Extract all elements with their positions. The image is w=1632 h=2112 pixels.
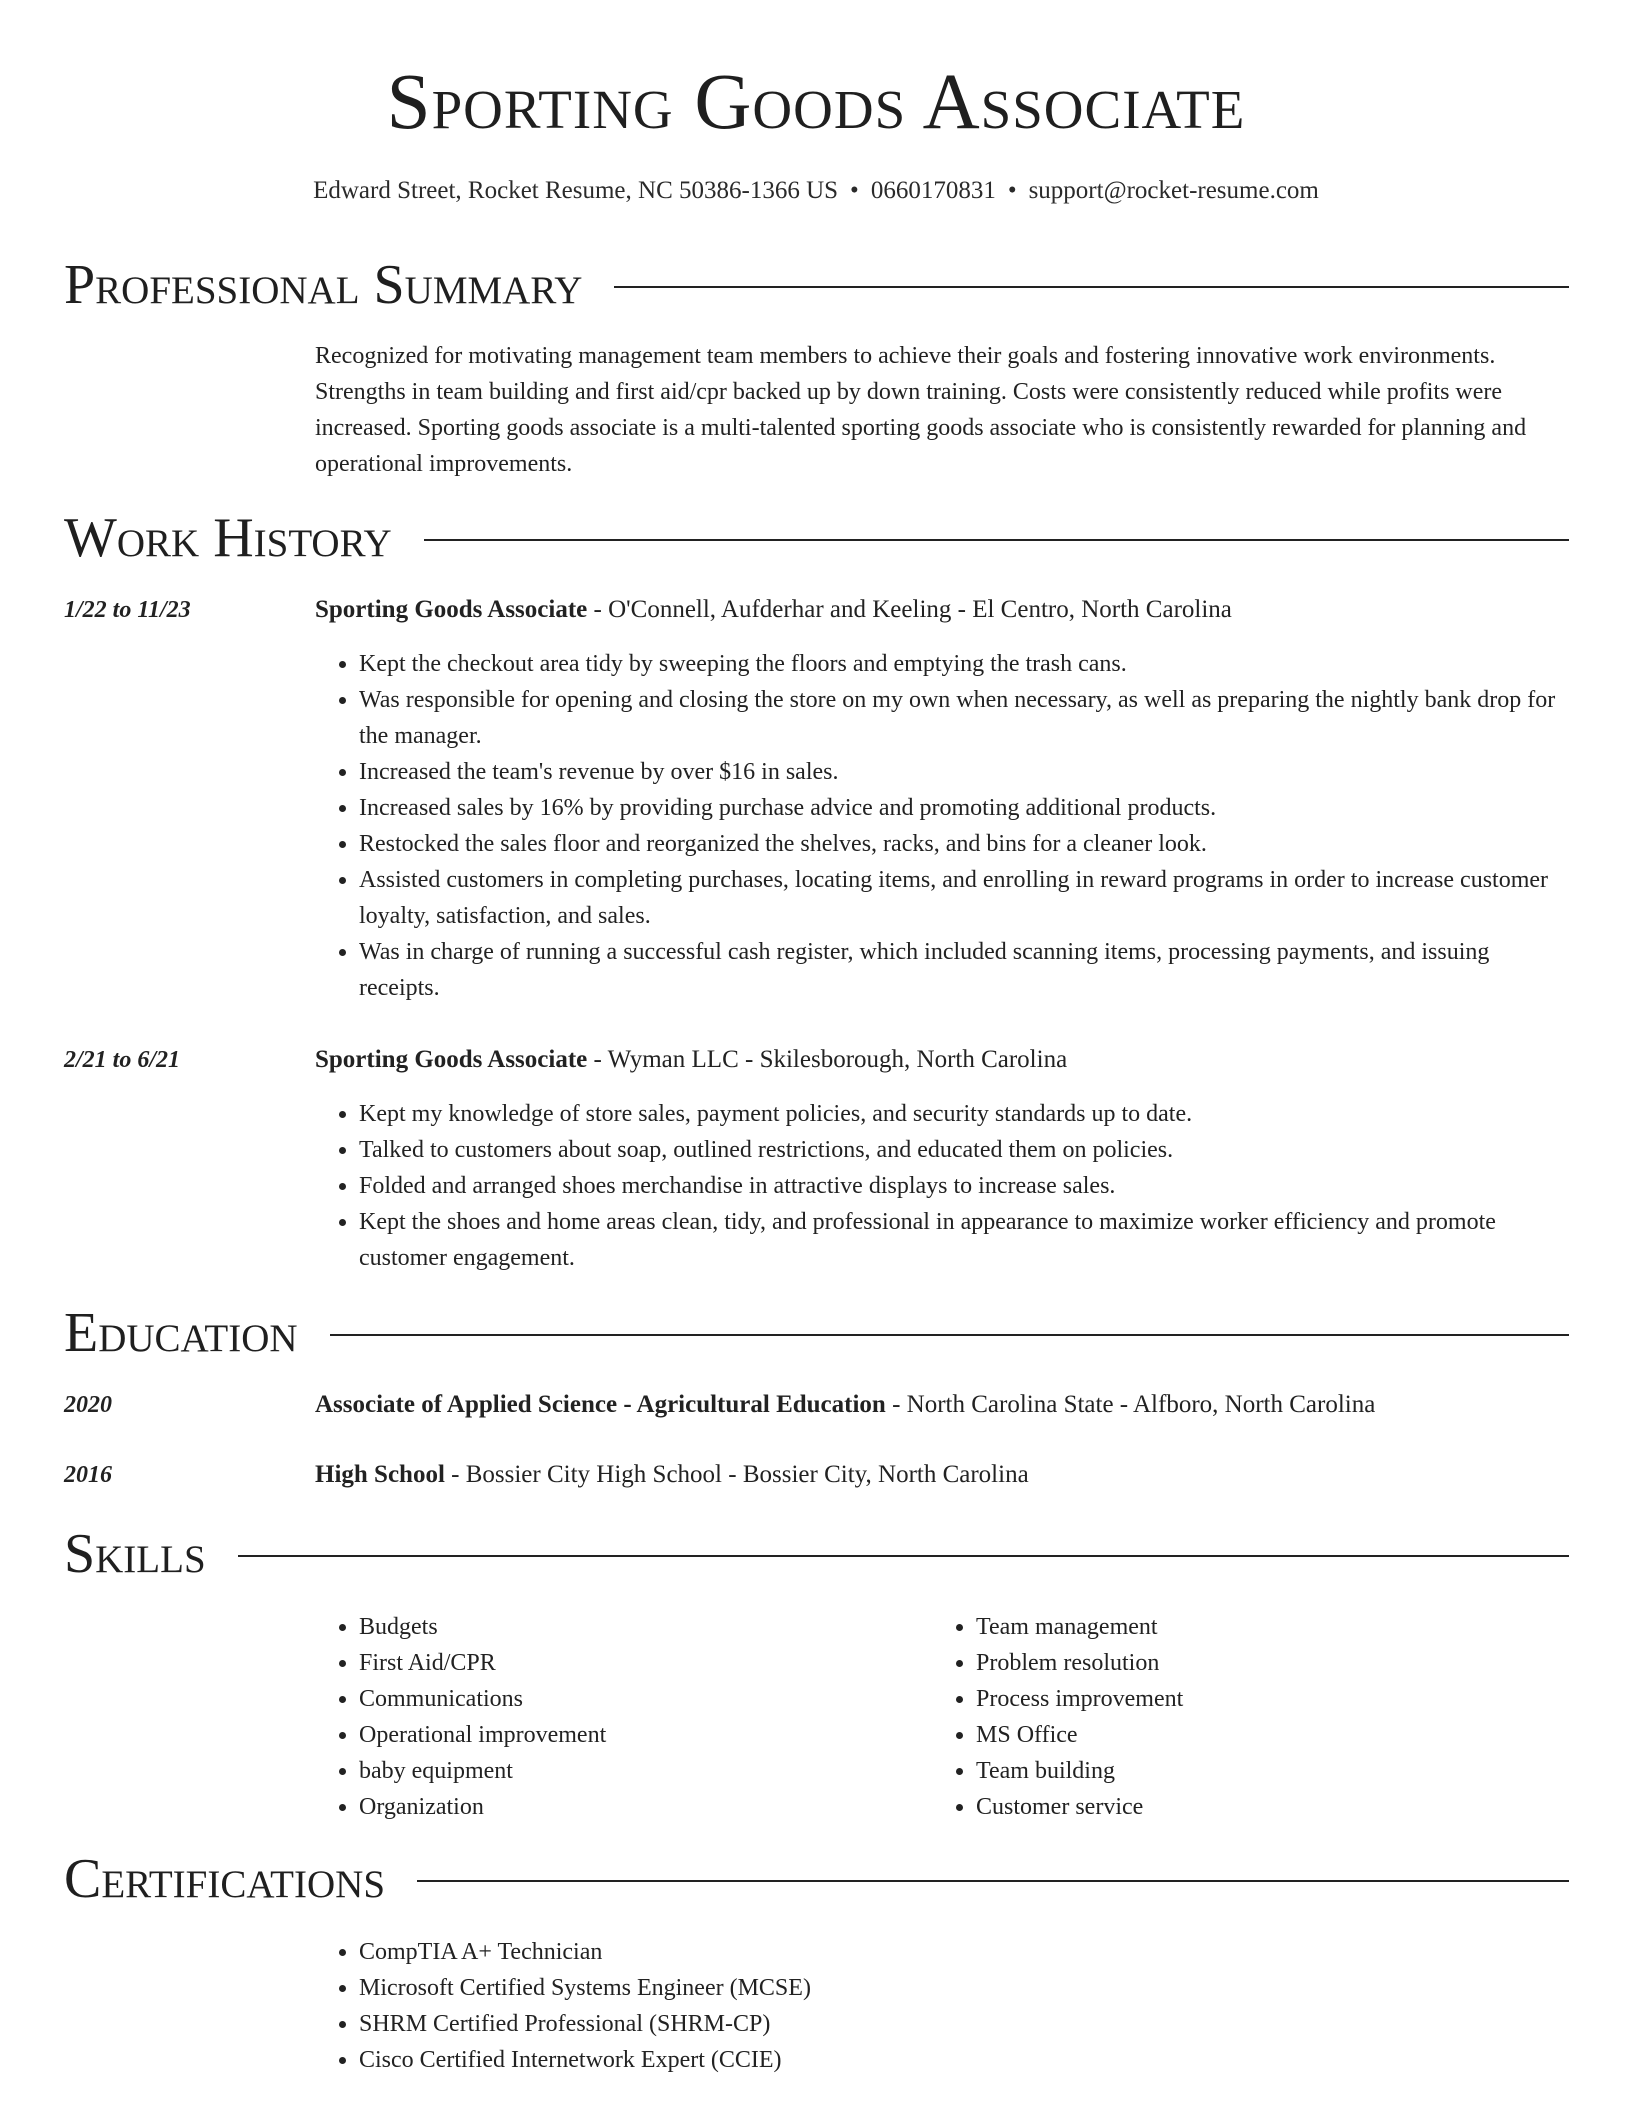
certification-item: • SHRM Certified Professional (SHRM-CP) [359, 2006, 1569, 2042]
job-employer: - O'Connell, Aufderhar and Keeling - El Centro, North Carolina [587, 596, 1232, 623]
contact-separator: • [1007, 177, 1017, 204]
contact-separator: • [850, 177, 859, 204]
list-item: • Restocked the sales floor and reorganized the shelves, racks, and bins for a cleaner look. [359, 826, 1569, 862]
certification-item: • Cisco Certified Internetwork Expert (CCIE) [359, 2042, 1569, 2078]
skill-item: • Operational improvement [359, 1717, 915, 1753]
list-item: • Was in charge of running a successful cash register, which included scanning items, processing payments, and issuing receipts. [359, 934, 1569, 1006]
education-degree: High School [315, 1461, 445, 1488]
job-date: 2/21 to 6/21 [64, 1047, 181, 1073]
certifications-list [315, 1934, 1569, 2078]
skills-list-left [315, 1609, 915, 1825]
list-item: • Kept the shoes and home areas clean, tidy, and professional in appearance to maximize worker efficiency and promote customer engagement. [359, 1204, 1569, 1276]
job-date: 1/22 to 11/23 [64, 597, 191, 623]
skill-item: • Organization [359, 1789, 915, 1825]
list-item: • Folded and arranged shoes merchandise in attractive displays to increase sales. [359, 1168, 1569, 1204]
list-item: • Kept my knowledge of store sales, payment policies, and security standards up to date. [359, 1096, 1569, 1132]
certification-item: • Microsoft Certified Systems Engineer (MCSE) [359, 1970, 1569, 2006]
list-item: • Increased sales by 16% by providing purchase advice and promoting additional products. [359, 790, 1569, 826]
section-divider [417, 1880, 1569, 1882]
job-duties-list [315, 646, 1569, 1006]
skill-item: • Budgets [359, 1609, 915, 1645]
section-divider [424, 539, 1569, 541]
certification-item: • CompTIA A+ Technician [359, 1934, 1569, 1970]
skills-list-right [932, 1609, 1532, 1825]
section-divider [614, 286, 1569, 288]
skills-section-title: Skills [64, 1523, 206, 1585]
education-entry [315, 1457, 1569, 1493]
job-heading [315, 1042, 1569, 1078]
list-item: • Kept the checkout area tidy by sweeping the floors and emptying the trash cans. [359, 646, 1569, 682]
summary-section-header [64, 252, 1569, 318]
certifications-section-header [64, 1846, 1569, 1912]
certifications-section-title: Certifications [64, 1848, 386, 1910]
work-section-title: Work History [64, 507, 392, 569]
skill-item: • Customer service [976, 1789, 1532, 1825]
education-section-title: Education [64, 1302, 298, 1364]
skill-item: • Communications [359, 1681, 915, 1717]
skills-section-header [64, 1521, 1569, 1587]
education-school: - Bossier City High School - Bossier City, North Carolina [444, 1461, 1029, 1488]
job-title: Sporting Goods Associate [315, 596, 588, 623]
skill-item: • Process improvement [976, 1681, 1532, 1717]
contact-address: Edward Street, Rocket Resume, NC 50386-1366 US [313, 177, 839, 204]
job-heading [315, 592, 1569, 628]
job-employer: - Wyman LLC - Skilesborough, North Carolina [587, 1046, 1068, 1073]
list-item: • Increased the team's revenue by over $16 in sales. [359, 754, 1569, 790]
list-item: • Assisted customers in completing purchases, locating items, and enrolling in reward programs in order to increase customer loyalty, satisfaction, and sales. [359, 862, 1569, 934]
skill-item: • First Aid/CPR [359, 1645, 915, 1681]
contact-line [0, 173, 1632, 209]
education-date: 2020 [64, 1392, 112, 1418]
contact-email: support@rocket-resume.com [1028, 177, 1319, 204]
list-item: • Was responsible for opening and closing the store on my own when necessary, as well as preparing the nightly bank drop for the manager. [359, 682, 1569, 754]
job-duties-list [315, 1096, 1569, 1276]
education-entry [315, 1387, 1569, 1423]
skill-item: • MS Office [976, 1717, 1532, 1753]
education-school: - North Carolina State - Alfboro, North Carolina [885, 1391, 1376, 1418]
section-divider [330, 1334, 1569, 1336]
job-title: Sporting Goods Associate [315, 1046, 588, 1073]
skill-item: • baby equipment [359, 1753, 915, 1789]
skill-item: • Team management [976, 1609, 1532, 1645]
education-section-header [64, 1300, 1569, 1366]
summary-section-title: Professional Summary [64, 254, 583, 316]
skill-item: • Problem resolution [976, 1645, 1532, 1681]
resume-name: Sporting Goods Associate [386, 59, 1246, 146]
section-divider [238, 1555, 1569, 1557]
contact-phone: 0660170831 [870, 177, 996, 204]
education-date: 2016 [64, 1462, 112, 1488]
education-degree: Associate of Applied Science - Agricultural Education [315, 1391, 886, 1418]
summary-text: Recognized for motivating management team members to achieve their goals and fostering innovative work environments. Strengths in team building and first aid/cpr backed up by down training. Costs were consistently reduced while profits were increased. Sporting goods associate is a multi-talented sporting goods associate who is consistently rewarded for planning and operational improvements. [315, 343, 1527, 477]
work-section-header [64, 505, 1569, 571]
skill-item: • Team building [976, 1753, 1532, 1789]
list-item: • Talked to customers about soap, outlined restrictions, and educated them on policies. [359, 1132, 1569, 1168]
